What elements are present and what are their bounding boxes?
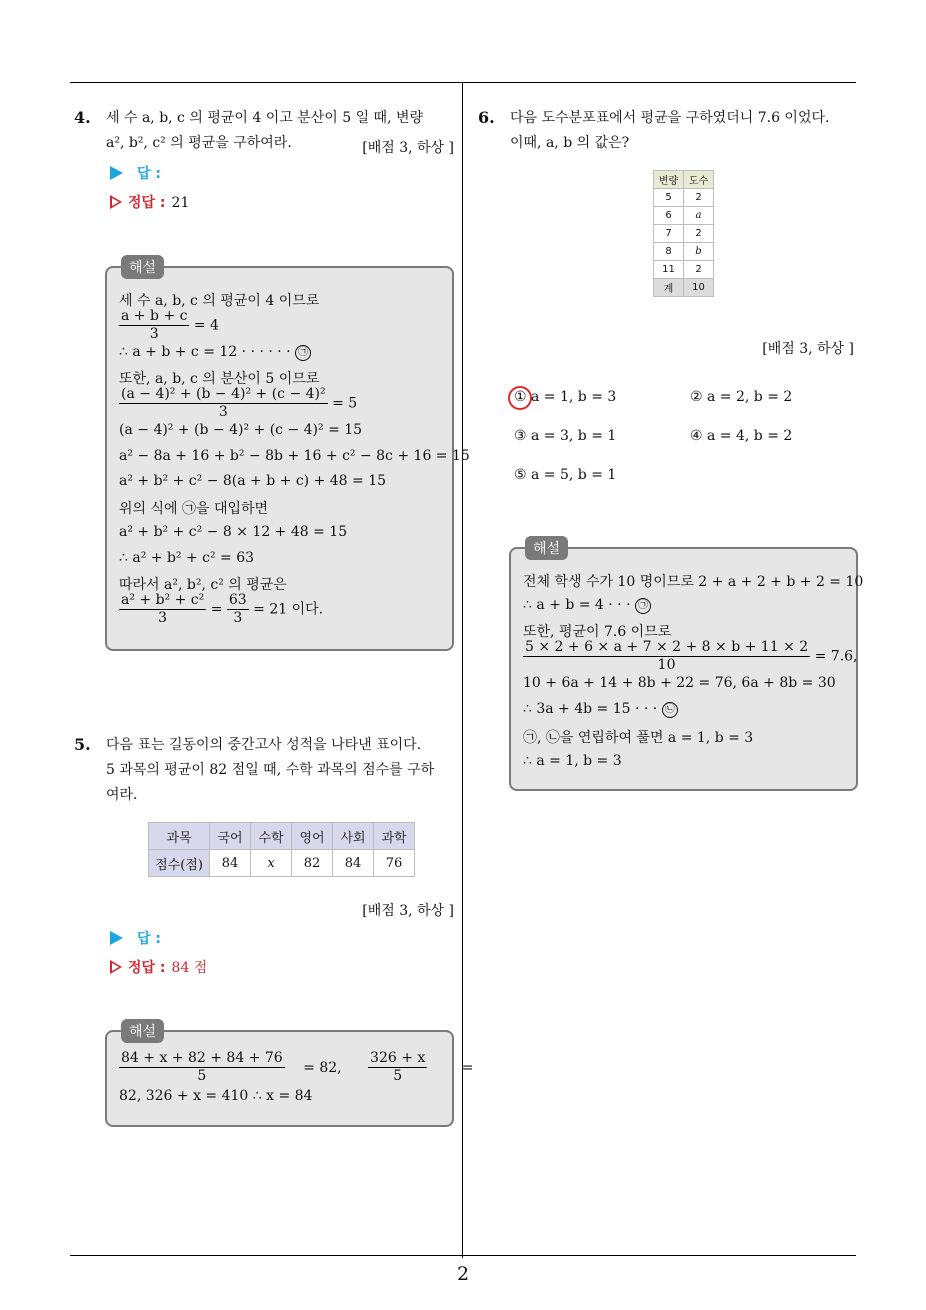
table-cell: a (684, 207, 714, 225)
q4-score: [배점 3, 하상 ] (362, 140, 454, 156)
choice-5[interactable]: ⑤ a = 5, b = 1 (514, 467, 617, 483)
table-row (654, 189, 714, 207)
table-cell: 76 (374, 850, 415, 877)
answer-triangle-icon (110, 931, 123, 945)
sol-line: ∴ 3a + 4b = 15 · · · ㉡ (523, 701, 678, 718)
table-cell: 84 (210, 850, 251, 877)
table-header: 변량 (654, 171, 684, 189)
sol-fraction-line: $\frac{5 \times 2 + 6 \times a + 7 \times 2 + 8 \times b + 11 \times 2}{10}$ = 7.6, (525, 639, 858, 673)
q4-correct-answer (110, 192, 189, 212)
sol-line: a² + b² + c² − 8 × 12 + 48 = 15 (119, 524, 348, 540)
sol-fraction-line: $\frac{\text{(a − 4)² + (b − 4)² + (c − 4)²}}{3}$ = 5 (121, 386, 358, 420)
q5-answer-field[interactable] (110, 928, 161, 948)
q5-solution-box (105, 1024, 474, 1127)
table-header: 과목 (149, 823, 210, 850)
table-row (149, 850, 415, 877)
table-header-row (149, 823, 415, 850)
q6-text-line2: 이때, a, b 의 값은? (510, 135, 630, 151)
q4-number: 4. (74, 108, 91, 127)
sol-line: (a − 4)² + (b − 4)² + (c − 4)² = 15 (119, 422, 363, 438)
outline-triangle-icon (110, 960, 122, 974)
table-header: 도수 (684, 171, 714, 189)
fraction: $\frac{\text{(a − 4)² + (b − 4)² + (c − 4)²}}{3}$ (121, 386, 326, 420)
correct-value: 84 점 (171, 960, 208, 976)
table-cell: 계 (654, 279, 684, 297)
sol-line: 전체 학생 수가 10 명이므로 2 + a + 2 + b + 2 = 10 (523, 574, 864, 590)
fraction: $\frac{326 + x}{5}$ (370, 1050, 426, 1084)
answer-label: 답 : (137, 166, 161, 182)
sol-line: 세 수 a, b, c 의 평균이 4 이므로 (119, 293, 320, 309)
table-cell: b (684, 243, 714, 261)
sol-line: ∴ a + b = 4 · · · ㉠ (523, 597, 651, 614)
table-cell: 11 (654, 261, 684, 279)
circled-mark: ㉠ (295, 345, 311, 361)
table-cell: 2 (684, 189, 714, 207)
sol-line: 위의 식에 ㉠을 대입하면 (119, 501, 269, 517)
q6-text-line1: 다음 도수분포표에서 평균을 구하였더니 7.6 이었다. (510, 110, 830, 126)
choice-2[interactable]: ② a = 2, b = 2 (690, 389, 793, 405)
sol-line: a² − 8a + 16 + b² − 8b + 16 + c² − 8c + 16 = 15 (119, 448, 470, 464)
q5-number: 5. (74, 735, 91, 754)
q6-score: [배점 3, 하상 ] (762, 341, 854, 357)
table-cell: 10 (684, 279, 714, 297)
table-cell: 84 (333, 850, 374, 877)
q5-text-line2: 5 과목의 평균이 82 점일 때, 수학 과목의 점수를 구하 (106, 762, 435, 778)
bottom-rule (70, 1255, 856, 1256)
table-cell: 8 (654, 243, 684, 261)
table-header: 과학 (374, 823, 415, 850)
answer-label: 답 : (137, 931, 161, 947)
q5-correct-answer (110, 957, 207, 977)
fraction: $\frac{a + b + c}{3}$ (121, 308, 188, 342)
outline-triangle-icon (110, 195, 122, 209)
q5-text-line3: 여라. (106, 787, 138, 803)
sol-line: 따라서 a², b², c² 의 평균은 (119, 577, 287, 593)
q4-answer-field[interactable] (110, 163, 161, 183)
table-header-row (654, 171, 714, 189)
table-header: 수학 (251, 823, 292, 850)
table-header: 사회 (333, 823, 374, 850)
choice-3[interactable]: ③ a = 3, b = 1 (514, 428, 617, 444)
sol-line: a² + b² + c² − 8(a + b + c) + 48 = 15 (119, 473, 387, 489)
table-row (654, 225, 714, 243)
table-cell: 2 (684, 225, 714, 243)
correct-value: 21 (171, 195, 190, 211)
table-cell: x (251, 850, 292, 877)
table-cell: 7 (654, 225, 684, 243)
q4-text-line2: a², b², c² 의 평균을 구하여라. (106, 135, 292, 151)
sol-line: 또한, 평균이 7.6 이므로 (523, 624, 672, 640)
sol-line: 82, 326 + x = 410 ∴ x = 84 (119, 1088, 313, 1104)
sol-line: 10 + 6a + 14 + 8b + 22 = 76, 6a + 8b = 30 (523, 675, 836, 691)
correct-label: 정답 : (128, 195, 166, 211)
table-cell: 5 (654, 189, 684, 207)
sol-line: 또한, a, b, c 의 분산이 5 이므로 (119, 371, 320, 387)
choice-1[interactable]: ① a = 1, b = 3 (514, 389, 617, 405)
q6-solution-box (509, 541, 864, 791)
circled-mark: ㉡ (662, 702, 678, 718)
sol-fraction-line: $\frac{a + b + c}{3}$ = 4 (121, 308, 219, 342)
top-rule (70, 82, 856, 83)
q5-score-table (148, 822, 415, 877)
solution-tag: 해설 (121, 1019, 164, 1043)
sol-line: ∴ a² + b² + c² = 63 (119, 550, 255, 566)
sol-line: ㉠, ㉡을 연립하여 풀면 a = 1, b = 3 (523, 730, 754, 746)
sol-fraction-line: $\frac{84 + x + 82 + 84 + 76}{5}$ = 82, $\frac{326 + x}{5}$ = (121, 1050, 474, 1084)
q4-text-line1: 세 수 a, b, c 의 평균이 4 이고 분산이 5 일 때, 변량 (106, 110, 424, 126)
sol-line: ∴ a + b + c = 12 · · · · · · ㉠ (119, 344, 311, 361)
sol-fraction-line: $\frac{\text{a² + b² + c²}}{3}$ = $\frac{63}{3}$ = 21 이다. (121, 592, 324, 626)
fraction: $\frac{5 \times 2 + 6 \times a + 7 \times 2 + 8 \times b + 11 \times 2}{10}$ (525, 639, 809, 673)
correct-label: 정답 : (128, 960, 166, 976)
table-row (654, 279, 714, 297)
table-cell: 2 (684, 261, 714, 279)
q5-score: [배점 3, 하상 ] (362, 903, 454, 919)
table-cell: 점수(점) (149, 850, 210, 877)
table-header: 국어 (210, 823, 251, 850)
table-cell: 6 (654, 207, 684, 225)
q5-text-line1: 다음 표는 길동이의 중간고사 성적을 나타낸 표이다. (106, 737, 422, 753)
page-number: 2 (456, 1263, 470, 1285)
choice-4[interactable]: ④ a = 4, b = 2 (690, 428, 793, 444)
q6-number: 6. (478, 108, 495, 127)
table-row (654, 207, 714, 225)
table-row (654, 243, 714, 261)
table-header: 영어 (292, 823, 333, 850)
fraction: $\frac{63}{3}$ (228, 592, 247, 626)
q6-frequency-table (653, 170, 714, 297)
fraction: $\frac{\text{a² + b² + c²}}{3}$ (121, 592, 205, 626)
q4-solution-box (105, 260, 470, 651)
answer-triangle-icon (110, 166, 123, 180)
solution-tag: 해설 (525, 536, 568, 560)
table-cell: 82 (292, 850, 333, 877)
table-row (654, 261, 714, 279)
circled-mark: ㉠ (635, 598, 651, 614)
solution-tag: 해설 (121, 255, 164, 279)
fraction: $\frac{84 + x + 82 + 84 + 76}{5}$ (121, 1050, 283, 1084)
sol-line: ∴ a = 1, b = 3 (523, 753, 622, 769)
